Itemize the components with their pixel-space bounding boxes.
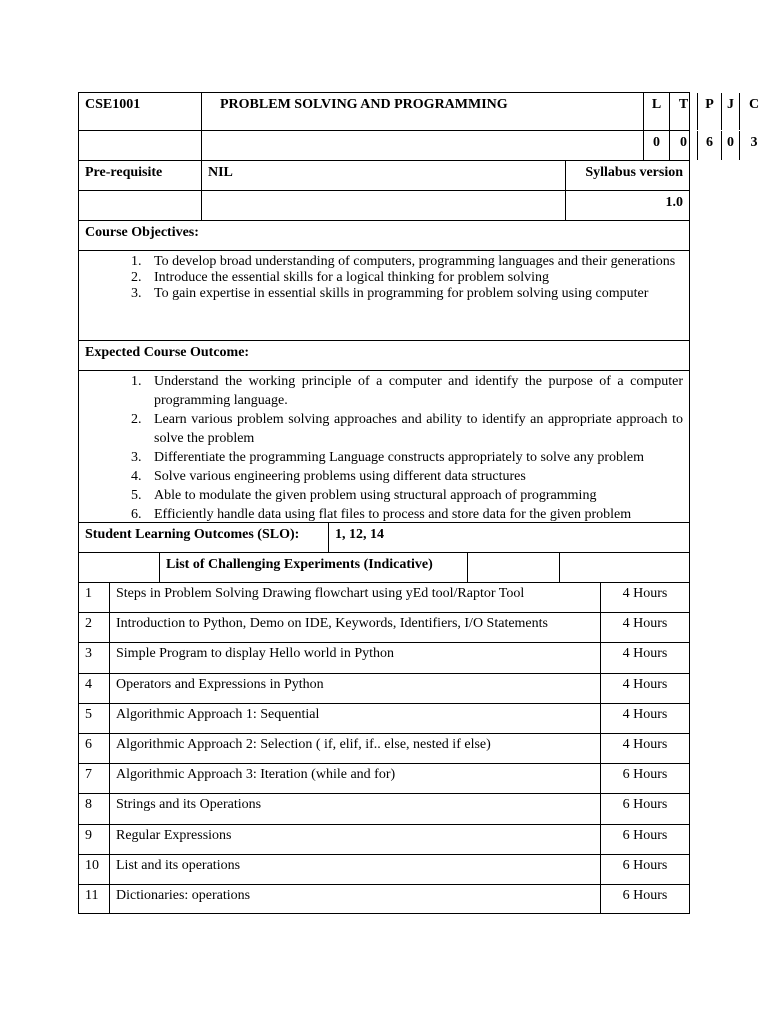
experiment-title: Regular Expressions	[109, 825, 600, 854]
table-row	[78, 884, 690, 914]
experiment-hours: 4 Hours	[600, 674, 689, 703]
experiments-heading-row	[78, 552, 690, 582]
version-row	[78, 190, 690, 220]
ltpjc-value-l: 0	[643, 131, 669, 160]
table-row	[78, 612, 690, 642]
prerequisite-value: NIL	[201, 161, 565, 190]
table-row	[78, 703, 690, 733]
list-item: 1. To develop broad understanding of computers, programming languages and their generations	[131, 254, 676, 269]
experiment-hours: 6 Hours	[600, 794, 689, 823]
table-row	[78, 854, 690, 884]
experiment-number: 3	[85, 646, 92, 662]
experiment-number: 7	[85, 767, 92, 783]
experiment-title: Operators and Expressions in Python	[109, 674, 600, 703]
list-item: 6. Efficiently handle data using flat files to process and store data for the given problem	[131, 507, 632, 522]
table-row	[78, 673, 690, 703]
list-item: 3. Differentiate the programming Language constructs appropriately to solve any problem	[131, 450, 644, 465]
ltpjc-value-t: 0	[669, 131, 697, 160]
experiment-hours: 4 Hours	[600, 583, 689, 612]
course-outcome-list-row	[78, 370, 690, 522]
credits-row	[78, 130, 758, 160]
experiment-hours: 6 Hours	[600, 855, 689, 884]
list-item: 4. Solve various engineering problems using different data structures	[131, 469, 526, 484]
list-item: 5. Able to modulate the given problem using structural approach of programming	[131, 488, 597, 503]
ltpjc-label-c: C	[739, 93, 768, 130]
experiment-hours: 4 Hours	[600, 704, 689, 733]
experiment-hours: 4 Hours	[600, 643, 689, 672]
experiment-number: 6	[85, 736, 92, 752]
table-row	[78, 824, 690, 854]
experiment-number: 9	[85, 827, 92, 843]
table-row	[78, 582, 690, 612]
experiment-title: Algorithmic Approach 2: Selection ( if, elif, if.. else, nested if else)	[109, 734, 600, 763]
experiment-title: Dictionaries: operations	[109, 885, 600, 913]
table-row	[78, 763, 690, 793]
slo-label: Student Learning Outcomes (SLO):	[85, 527, 300, 542]
course-title: PROBLEM SOLVING AND PROGRAMMING	[201, 93, 643, 130]
slo-value: 1, 12, 14	[328, 523, 689, 552]
experiment-title: Simple Program to display Hello world in Python	[109, 643, 600, 672]
ltpjc-value-c: 3	[739, 131, 768, 160]
experiment-hours: 6 Hours	[600, 885, 689, 913]
course-objectives-heading: Course Objectives:	[85, 225, 199, 240]
list-item: 2. Introduce the essential skills for a logical thinking for problem solving	[131, 270, 550, 285]
experiment-title: Steps in Problem Solving Drawing flowchart using yEd tool/Raptor Tool	[109, 583, 600, 612]
table-row	[78, 733, 690, 763]
experiments-heading: List of Challenging Experiments (Indicative)	[159, 553, 467, 582]
ltpjc-value-j: 0	[721, 131, 739, 160]
experiment-title: Introduction to Python, Demo on IDE, Keywords, Identifiers, I/O Statements	[109, 613, 600, 642]
experiment-number: 1	[85, 586, 92, 601]
experiment-hours: 6 Hours	[600, 764, 689, 793]
experiment-number: 11	[85, 887, 99, 903]
experiment-number: 8	[85, 797, 92, 813]
experiment-number: 10	[85, 857, 99, 873]
experiment-hours: 4 Hours	[600, 613, 689, 642]
table-row	[78, 642, 690, 672]
ltpjc-value-p: 6	[697, 131, 721, 160]
list-item: 3. To gain expertise in essential skills in programming for problem solving using computer	[131, 286, 649, 301]
experiment-title: List and its operations	[109, 855, 600, 884]
course-outcome-list	[79, 372, 689, 524]
prerequisite-row	[78, 160, 690, 190]
list-item: 1. Understand the working principle of a computer and identify the purpose of a computer programming language.	[131, 374, 683, 408]
syllabus-table	[78, 92, 760, 914]
experiment-number: 5	[85, 706, 92, 722]
course-code: CSE1001	[85, 97, 141, 112]
slo-row	[78, 522, 690, 552]
table-row	[78, 793, 690, 823]
experiment-hours: 6 Hours	[600, 825, 689, 854]
course-outcome-heading: Expected Course Outcome:	[85, 345, 250, 360]
experiment-title: Algorithmic Approach 1: Sequential	[109, 704, 600, 733]
ltpjc-label-j: J	[721, 93, 739, 130]
course-outcome-heading-row	[78, 340, 690, 370]
prerequisite-label: Pre-requisite	[85, 165, 163, 180]
course-header-row	[78, 92, 760, 130]
course-objectives-list-row	[78, 250, 690, 340]
experiment-title: Algorithmic Approach 3: Iteration (while and for)	[109, 764, 600, 793]
course-objectives-list	[79, 254, 689, 302]
syllabus-version-value: 1.0	[565, 191, 689, 220]
experiment-number: 2	[85, 616, 92, 632]
experiment-number: 4	[85, 676, 92, 692]
ltpjc-label-l: L	[643, 93, 669, 130]
list-item: 2. Learn various problem solving approaches and ability to identify an appropriate approach to solve the problem	[131, 412, 683, 446]
ltpjc-label-t: T	[669, 93, 697, 130]
ltpjc-label-p: P	[697, 93, 721, 130]
experiment-title: Strings and its Operations	[109, 794, 600, 823]
experiment-hours: 4 Hours	[600, 734, 689, 763]
syllabus-version-label: Syllabus version	[565, 161, 689, 190]
course-objectives-heading-row	[78, 220, 690, 250]
